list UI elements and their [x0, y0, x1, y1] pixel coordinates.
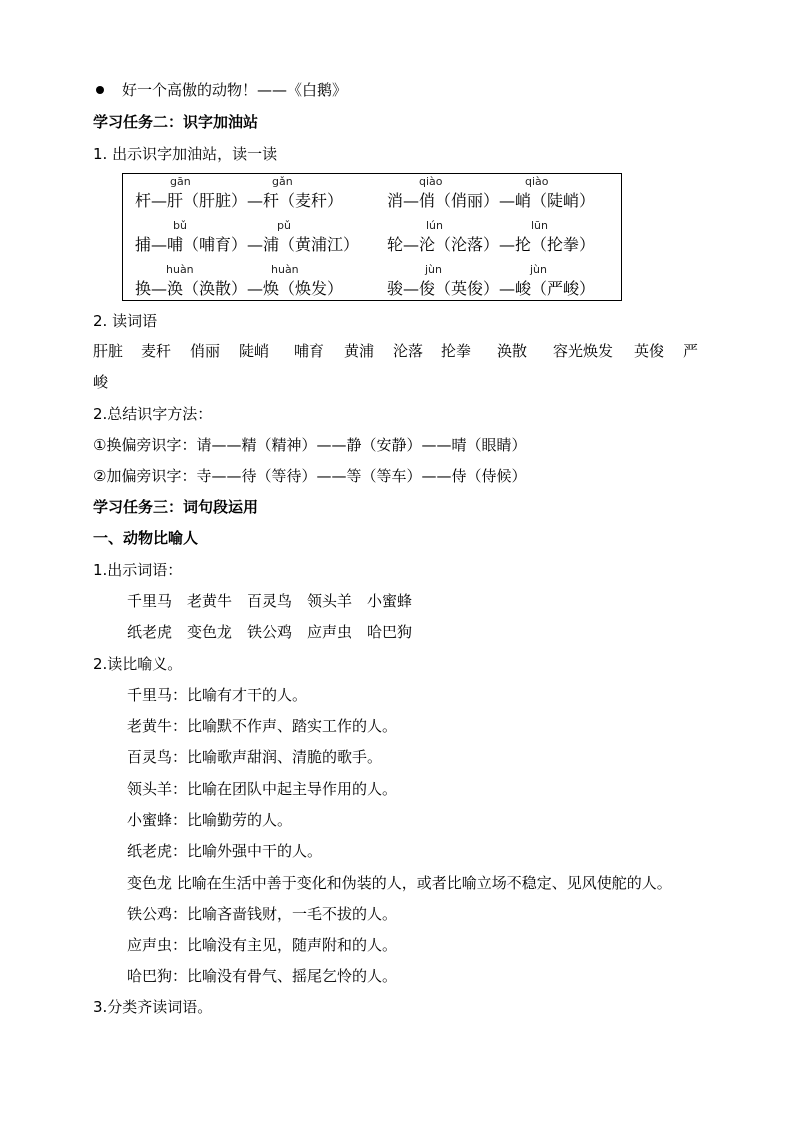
word-item-wrap: 峻 [93, 373, 109, 391]
pinyin: lūn [531, 219, 548, 232]
word-item: 麦秆 [141, 342, 172, 360]
meaning-line: 应声虫：比喻没有主见，随声附和的人。 [127, 936, 398, 954]
bullet-line: 好一个高傲的动物！——《白鹅》 [122, 81, 348, 99]
word-item: 英俊 [634, 342, 665, 360]
pinyin: lún [426, 219, 443, 232]
meaning-line: 领头羊：比喻在团队中起主导作用的人。 [127, 780, 398, 798]
char-group-right: 轮—沦（沦落）—抡（抡拳） [387, 235, 596, 254]
meaning-line: 小蜜蜂：比喻勤劳的人。 [127, 811, 293, 829]
pinyin: gān [170, 175, 191, 188]
step2-label: 2. 读词语 [93, 312, 158, 330]
char-group-right: 消—俏（俏丽）—峭（陡峭） [387, 191, 596, 210]
char-group-left: 杆—肝（肝脏）—秆（麦秆） [135, 191, 344, 210]
char-group-right: 骏—俊（英俊）—峻（严峻） [387, 279, 596, 298]
word-item: 哺育 [294, 342, 325, 360]
method-1: ①换偏旁识字：请——精（精神）——静（安静）——晴（眼睛） [93, 436, 527, 454]
pinyin: qiào [419, 175, 443, 188]
pinyin: huàn [166, 263, 194, 276]
pinyin: huàn [271, 263, 299, 276]
sub1-heading: 一、动物比喻人 [93, 529, 199, 547]
task3-heading: 学习任务三：词句段运用 [93, 498, 259, 516]
meaning-line: 铁公鸡：比喻吝啬钱财，一毛不拔的人。 [127, 905, 398, 923]
meaning-line: 哈巴狗：比喻没有骨气、摇尾乞怜的人。 [127, 967, 398, 985]
word-item: 严 [683, 342, 699, 360]
meaning-line: 纸老虎：比喻外强中干的人。 [127, 842, 323, 860]
pinyin: pǔ [277, 219, 291, 232]
meaning-line: 老黄牛：比喻默不作声、踏实工作的人。 [127, 717, 398, 735]
word-item: 容光焕发 [553, 342, 614, 360]
task2-heading: 学习任务二：识字加油站 [93, 113, 259, 131]
pinyin: bǔ [173, 219, 187, 232]
pinyin: gǎn [272, 175, 293, 188]
sub1-step3-label: 3.分类齐读词语。 [93, 998, 213, 1016]
pinyin: qiào [525, 175, 549, 188]
sub1-step2-label: 2.读比喻义。 [93, 655, 183, 673]
meaning-line: 千里马：比喻有才干的人。 [127, 686, 308, 704]
meaning-line: 变色龙 比喻在生活中善于变化和伪装的人，或者比喻立场不稳定、见风使舵的人。 [127, 874, 672, 892]
word-item: 沦落 [393, 342, 424, 360]
word-item: 抡拳 [441, 342, 472, 360]
bullet-icon [96, 86, 104, 94]
method-2: ②加偏旁识字：寺——待（等待）——等（等车）——侍（侍候） [93, 467, 527, 485]
char-group-left: 捕—哺（哺育）—浦（黄浦江） [135, 235, 360, 254]
pinyin: jùn [425, 263, 442, 276]
meaning-line: 百灵鸟：比喻歌声甜润、清脆的歌手。 [127, 748, 383, 766]
char-group-left: 换—涣（涣散）—焕（焕发） [135, 279, 344, 298]
animal-words-row-1: 千里马 老黄牛 百灵鸟 领头羊 小蜜蜂 [127, 592, 413, 610]
step1-label: 1. 出示识字加油站，读一读 [93, 145, 278, 163]
word-item: 俏丽 [190, 342, 221, 360]
pinyin: jùn [530, 263, 547, 276]
char-table-box [122, 173, 622, 301]
word-item: 黄浦 [344, 342, 375, 360]
word-item: 陡峭 [239, 342, 270, 360]
animal-words-row-2: 纸老虎 变色龙 铁公鸡 应声虫 哈巴狗 [127, 623, 413, 641]
step3-label: 2.总结识字方法： [93, 405, 213, 423]
word-item: 涣散 [497, 342, 528, 360]
sub1-step1-label: 1.出示词语： [93, 561, 183, 579]
word-item: 肝脏 [93, 342, 124, 360]
